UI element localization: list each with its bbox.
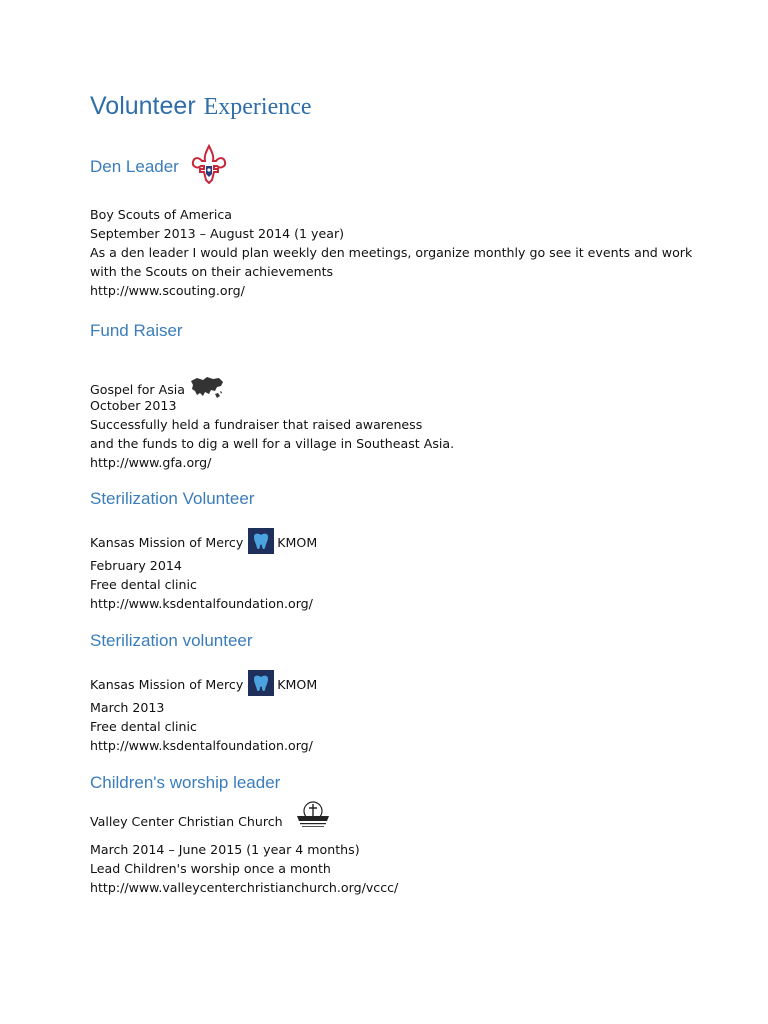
- heading-text: Sterilization volunteer: [90, 631, 253, 650]
- heading-text: Sterilization Volunteer: [90, 489, 255, 508]
- heading-sterilization-volunteer-2014: [90, 489, 254, 509]
- title-word-volunteer: Volunteer: [90, 92, 196, 120]
- kmom-2013-dates: March 2013: [90, 700, 165, 715]
- tooth-logo-icon: [248, 528, 274, 557]
- heading-fund-raiser: [90, 321, 183, 341]
- kmom-2013-org: Kansas Mission of Mercy: [90, 677, 244, 692]
- church-logo-icon: [291, 800, 335, 833]
- heading-den-leader: [90, 157, 179, 177]
- heading-childrens-worship-leader: [90, 773, 280, 793]
- kmom-2014-org: Kansas Mission of Mercy: [90, 535, 244, 550]
- heading-sterilization-volunteer-2013: [90, 631, 253, 651]
- heading-text: Children's worship leader: [90, 773, 281, 792]
- title: [90, 91, 312, 121]
- church-org: Valley Center Christian Church: [90, 814, 283, 829]
- fund-raiser-desc-1: Successfully held a fundraiser that raised awareness: [90, 417, 423, 432]
- den-leader-desc-1: As a den leader I would plan weekly den meetings, organize monthly go see it events and work: [90, 245, 693, 260]
- heading-text: Fund Raiser: [90, 321, 183, 340]
- fleur-de-lis-icon: [190, 144, 228, 184]
- kmom-2014-dates: February 2014: [90, 558, 182, 573]
- fund-raiser-url[interactable]: http://www.gfa.org/: [90, 455, 212, 470]
- kmom-2013-suffix: KMOM: [277, 677, 318, 692]
- den-leader-org: Boy Scouts of America: [90, 207, 232, 222]
- church-desc: Lead Children's worship once a month: [90, 861, 331, 876]
- asia-map-icon: [189, 375, 225, 404]
- church-dates: March 2014 – June 2015 (1 year 4 months): [90, 842, 360, 857]
- fund-raiser-desc-2: and the funds to dig a well for a village in Southeast Asia.: [90, 436, 455, 451]
- kmom-2014-desc: Free dental clinic: [90, 577, 197, 592]
- den-leader-url[interactable]: http://www.scouting.org/: [90, 283, 245, 298]
- den-leader-desc-2: with the Scouts on their achievements: [90, 264, 334, 279]
- church-org-row: [90, 810, 335, 833]
- fund-raiser-org: Gospel for Asia: [90, 382, 185, 397]
- fund-raiser-dates: October 2013: [90, 398, 177, 413]
- heading-text: Den Leader: [90, 157, 179, 176]
- kmom-2013-org-row: [90, 670, 317, 699]
- kmom-2013-desc: Free dental clinic: [90, 719, 197, 734]
- church-url[interactable]: http://www.valleycenterchristianchurch.org/vccc/: [90, 880, 399, 895]
- tooth-logo-icon: [248, 670, 274, 699]
- kmom-2014-org-row: [90, 528, 317, 557]
- kmom-2014-suffix: KMOM: [277, 535, 318, 550]
- title-word-experience: Experience: [203, 94, 312, 120]
- den-leader-dates: September 2013 – August 2014 (1 year): [90, 226, 345, 241]
- kmom-2014-url[interactable]: http://www.ksdentalfoundation.org/: [90, 596, 313, 611]
- kmom-2013-url[interactable]: http://www.ksdentalfoundation.org/: [90, 738, 313, 753]
